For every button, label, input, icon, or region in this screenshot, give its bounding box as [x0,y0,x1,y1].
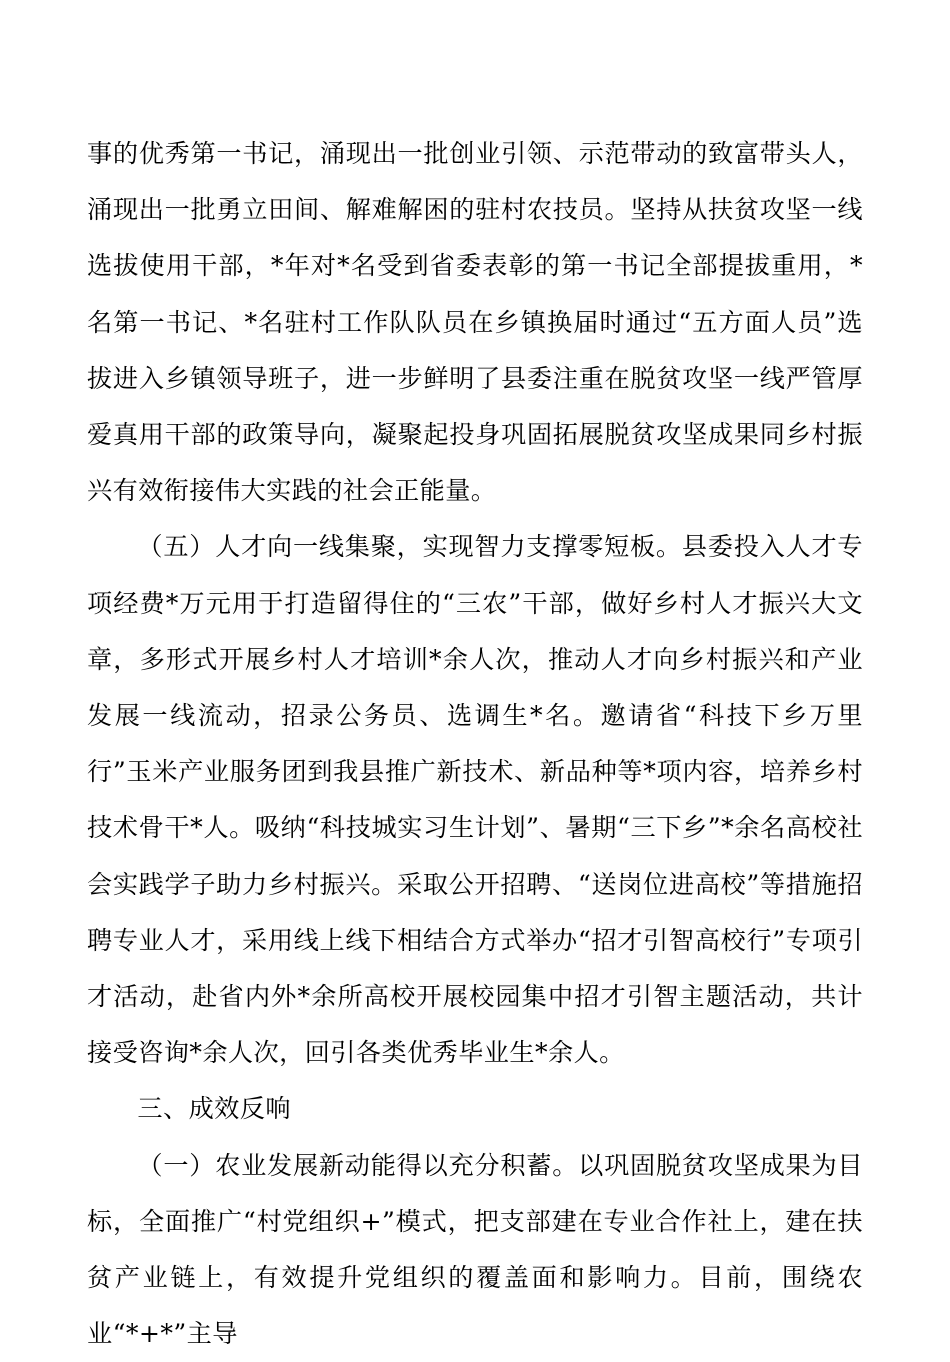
paragraph-agriculture-momentum: （一）农业发展新动能得以充分积蓄。以巩固脱贫攻坚成果为目标，全面推广“村党组织+”模式，把支部建在专业合作社上，建在扶贫产业链上，有效提升党组织的覆盖面和影响力。目前，围绕农业“*+*”主导 [87,1150,863,1349]
paragraph-talent-gathering: （五）人才向一线集聚，实现智力支撑零短板。县委投入人才专项经费*万元用于打造留得住的“三农”干部，做好乡村人才振兴大文章，多形式开展乡村人才培训*余人次，推动人才向乡村振兴和产业发展一线流动，招录公务员、选调生*名。邀请省“科技下乡万里行”玉米产业服务团到我县推广新技术、新品种等*项内容，培养乡村技术骨干*人。吸纳“科技城实习生计划”、暑期“三下乡”*余名高校社会实践学子助力乡村振兴。采取公开招聘、“送岗位进高校”等措施招聘专业人才，采用线上线下相结合方式举办“招才引智高校行”专项引才活动，赴省内外*余所高校开展校园集中招才引智主题活动，共计接受咨询*余人次，回引各类优秀毕业生*余人。 [87,532,863,1068]
document-body [87,126,863,1362]
paragraph-continued: 事的优秀第一书记，涌现出一批创业引领、示范带动的致富带头人，涌现出一批勇立田间、解难解困的驻村农技员。坚持从扶贫攻坚一线选拔使用干部，*年对*名受到省委表彰的第一书记全部提拔重用，*名第一书记、*名驻村工作队队员在乡镇换届时通过“五方面人员”选拔进入乡镇领导班子，进一步鲜明了县委注重在脱贫攻坚一线严管厚爱真用干部的政策导向，凝聚起投身巩固拓展脱贫攻坚成果同乡村振兴有效衔接伟大实践的社会正能量。 [87,139,863,506]
section-heading-results: 三、成效反响 [137,1094,291,1124]
